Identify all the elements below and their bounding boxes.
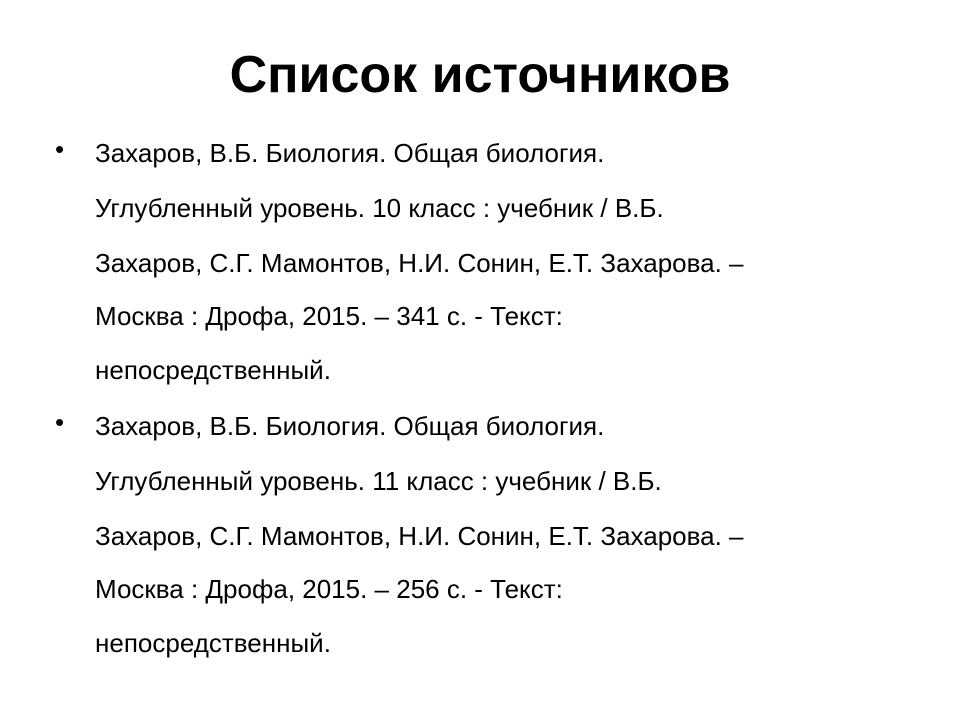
reference-line: Москва : Дрофа, 2015. – 341 с. - Текст: xyxy=(95,301,563,331)
reference-line: Москва : Дрофа, 2015. – 256 с. - Текст: xyxy=(95,574,563,604)
reference-line: непосредственный. xyxy=(95,628,331,658)
reference-line: Захаров, С.Г. Мамонтов, Н.И. Сонин, Е.Т. Захарова. – xyxy=(95,521,744,551)
reference-line: Углубленный уровень. 10 класс : учебник / В.Б. xyxy=(95,193,664,223)
slide-title: Список источников xyxy=(229,46,731,104)
bullet-icon: • xyxy=(55,407,65,437)
bullet-icon: • xyxy=(55,134,65,164)
reference-line: Захаров, В.Б. Биология. Общая биология. xyxy=(95,411,605,441)
reference-line: непосредственный. xyxy=(95,355,331,385)
reference-line: Захаров, С.Г. Мамонтов, Н.И. Сонин, Е.Т. Захарова. – xyxy=(95,248,744,278)
reference-line: Захаров, В.Б. Биология. Общая биология. xyxy=(95,138,605,168)
reference-line: Углубленный уровень. 11 класс : учебник / В.Б. xyxy=(95,466,662,496)
